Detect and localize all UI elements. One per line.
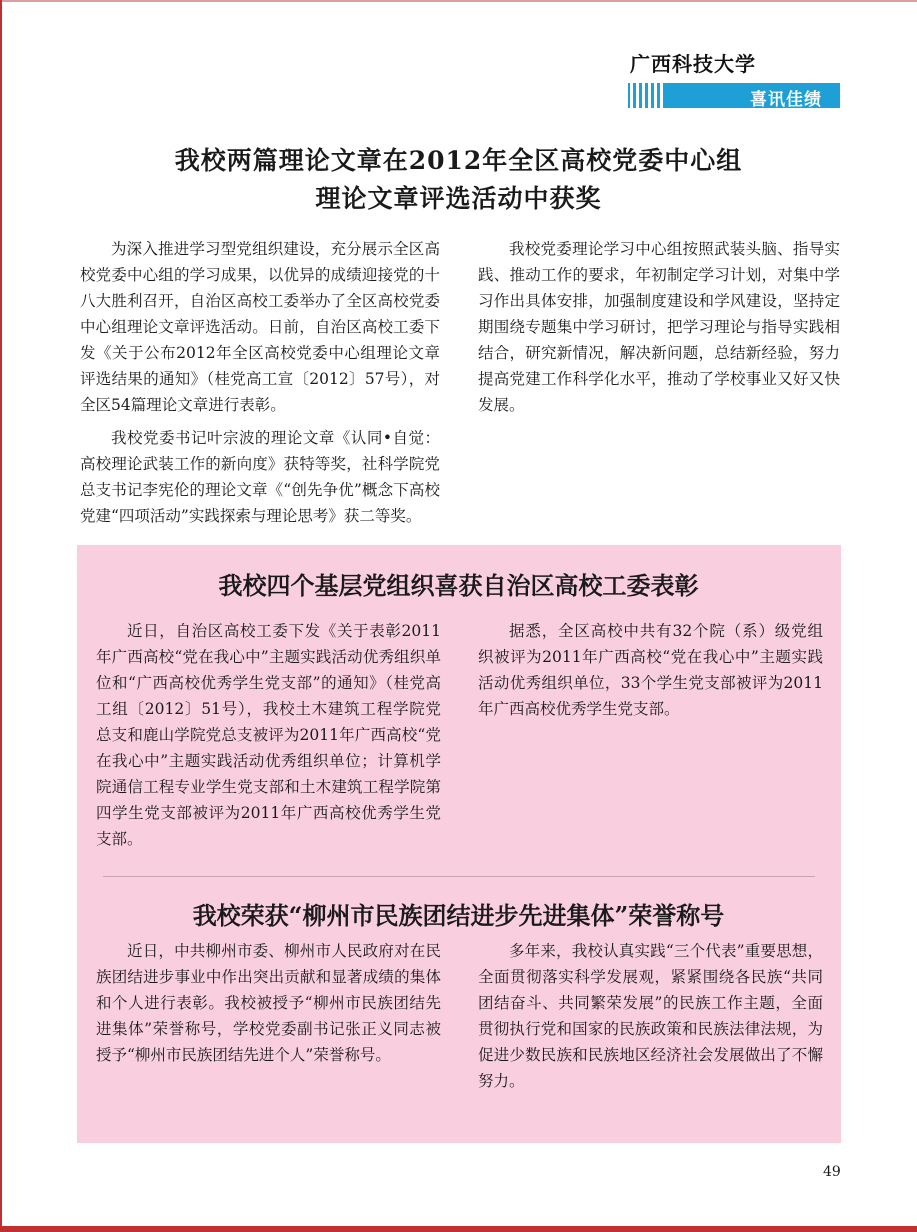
article-2-title: 我校四个基层党组织喜获自治区高校工委表彰	[218, 571, 699, 600]
masthead-title: 广西科技大学	[630, 52, 756, 76]
article-2-right-column	[478, 618, 823, 729]
stripes-decoration	[630, 83, 666, 108]
article-3-title: 我校荣获“柳州市民族团结进步先进集体”荣誉称号	[192, 901, 725, 930]
section-divider	[103, 876, 815, 877]
article-3-paragraph-2: 多年来，我校认真实践“三个代表”重要思想，全面贯彻落实科学发展观，紧紧围绕各民族“共同团结奋斗、共同繁荣发展”的民族工作主题，全面贯彻执行党和国家的民族政策和民族法律法规，为促进少数民族和民族地区经济社会发展做出了不懈努力。	[478, 942, 823, 1090]
page-number: 49	[823, 1164, 841, 1180]
article-1-title	[80, 142, 837, 218]
page-top-border	[0, 0, 917, 2]
page-bottom-border	[0, 1226, 917, 1232]
article-1-paragraph-3: 我校党委理论学习中心组按照武装头脑、指导实践、推动工作的要求，年初制定学习计划，对集中学习作出具体安排，加强制度建设和学风建设，坚持定期围绕专题集中学习研讨，把学习理论与指导实践相结合，研究新情况，解决新问题，总结新经验，努力提高党建工作科学化水平，推动了学校事业又好又快发展。	[478, 240, 840, 414]
article-1-paragraph-2: 我校党委书记叶宗波的理论文章《认同•自觉：高校理论武装工作的新向度》获特等奖，社科学院党总支书记李宪伦的理论文章《“创先争优”概念下高校党建“四项活动”实践探索与理论思考》获二等奖。	[80, 429, 440, 525]
article-2-paragraph-1: 近日，自治区高校工委下发《关于表彰2011年广西高校“党在我心中”主题实践活动优秀组织单位和“广西高校优秀学生党支部”的通知》（桂党高工组〔2012〕51号），我校土木建筑工程学院党总支和鹿山学院党总支被评为2011年广西高校“党在我心中”主题实践活动优秀组织单位；计算机学院通信工程专业学生党支部和土木建筑工程学院第四学生党支部被评为2011年广西高校优秀学生党支部。	[96, 622, 441, 848]
article-1-left-column	[80, 236, 440, 536]
article-3-left-column	[96, 938, 441, 1075]
article-1-right-column	[478, 236, 840, 425]
article-3-paragraph-1: 近日，中共柳州市委、柳州市人民政府对在民族团结进步事业中作出突出贡献和显著成绩的集体和个人进行表彰。我校被授予“柳州市民族团结先进集体”荣誉称号，学校党委副书记张正义同志被授予“柳州市民族团结先进个人”荣誉称号。	[96, 942, 441, 1064]
masthead	[628, 48, 840, 108]
section-banner	[628, 83, 840, 108]
article-3-right-column	[478, 938, 823, 1101]
article-2-paragraph-2: 据悉，全区高校中共有32个院（系）级党组织被评为2011年广西高校“党在我心中”主题实践活动优秀组织单位，33个学生党支部被评为2011年广西高校优秀学生党支部。	[478, 622, 823, 718]
article-1-title-line2: 理论文章评选活动中获奖	[315, 184, 602, 213]
article-1-title-line1: 我校两篇理论文章在2012年全区高校党委中心组	[174, 146, 743, 175]
section-label: 喜讯佳绩	[750, 90, 822, 110]
article-2-left-column	[96, 618, 441, 859]
article-1-paragraph-1: 为深入推进学习型党组织建设，充分展示全区高校党委中心组的学习成果，以优异的成绩迎接党的十八大胜利召开，自治区高校工委举办了全区高校党委中心组理论文章评选活动。日前，自治区高校工委下发《关于公布2012年全区高校党委中心组理论文章评选结果的通知》（桂党高工宣〔2012〕57号），对全区54篇理论文章进行表彰。	[80, 240, 440, 414]
page-left-border	[0, 0, 2, 1232]
